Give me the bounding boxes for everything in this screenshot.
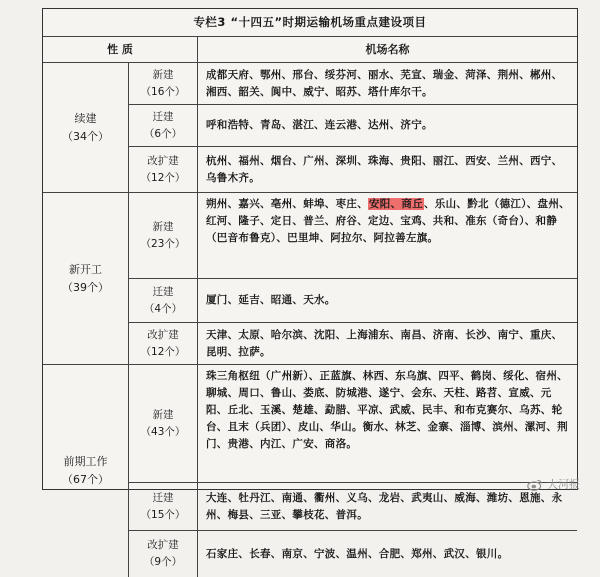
- subcategory-label: 迁建: [152, 110, 174, 123]
- header-nature: 性 质: [43, 37, 198, 63]
- category-label: 前期工作: [63, 455, 108, 468]
- header-airport-names: 机场名称: [198, 37, 577, 63]
- subcategory-new: [129, 365, 198, 483]
- subcategory-count: （23个）: [140, 237, 186, 250]
- category-label: 续建: [74, 111, 97, 125]
- subcategory-count: （12个）: [140, 345, 186, 358]
- source-watermark: [527, 476, 580, 492]
- airport-names-text: 呼和浩特、青岛、湛江、连云港、达州、济宁。: [206, 119, 433, 131]
- subcategory-count: （16个）: [140, 85, 186, 98]
- airport-names-cell: [198, 63, 577, 105]
- subcategory-relocation: [129, 279, 198, 323]
- subcategory-new: [129, 193, 198, 279]
- names-after: 、乐山、黔北（德江）、盘州、红河、隆子、定日、普兰、府谷、定边、宝鸡、共和、准东（奇台）、和静（巴音布鲁克）、巴里坤、阿拉尔、阿拉善左旗。: [206, 198, 570, 244]
- category-count: （34个）: [62, 129, 109, 143]
- subcategory-count: （43个）: [140, 425, 186, 438]
- table-title: 专栏3 “十四五”时期运输机场重点建设项目: [43, 9, 577, 37]
- airport-names-text: 珠三角枢纽（广州新）、正蓝旗、林西、东乌旗、四平、鹤岗、绥化、宿州、聊城、周口、鲁山、娄底、防城港、遂宁、会东、天柱、路苕、宣威、元阳、丘北、玉溪、楚雄、勐腊、平凉、武威、民丰、和布克赛尔、乌苏、轮台、且末（兵团）、皮山、华山。衡水、林芝、金寨、淄博、滨州、漯河、荆门、贵港、内江、广安、商洛。: [206, 370, 568, 450]
- airport-names-text: 成都天府、鄂州、邢台、绥芬河、丽水、芜宣、瑞金、菏泽、荆州、郴州、湘西、韶关、阆中、威宁、昭苏、塔什库尔干。: [206, 68, 563, 98]
- airport-names-cell: [198, 365, 577, 483]
- airport-names-text: [206, 196, 571, 247]
- airport-names-cell: [198, 531, 577, 577]
- watermark-text: 大河报: [547, 478, 580, 491]
- airport-projects-table: [42, 8, 578, 568]
- subcategory-count: （12个）: [140, 171, 186, 184]
- subcategory-count: （4个）: [143, 302, 183, 315]
- subcategory-relocation: [129, 105, 198, 147]
- subcategory-expansion: [129, 323, 198, 365]
- subcategory-label: 新建: [152, 68, 174, 81]
- subcategory-count: （9个）: [143, 556, 183, 568]
- airport-names-cell: [198, 105, 577, 147]
- category-continuing: [43, 63, 129, 193]
- subcategory-expansion: [129, 147, 198, 193]
- subcategory-label: 迁建: [152, 491, 174, 504]
- weibo-icon: [527, 478, 543, 491]
- subcategory-expansion: [129, 531, 198, 577]
- airport-names-cell: [198, 483, 577, 531]
- highlighted-names: 安阳、商丘: [369, 198, 423, 210]
- category-label: 新开工: [69, 262, 102, 276]
- airport-names-cell: [198, 147, 577, 193]
- names-before: 朔州、嘉兴、亳州、蚌埠、枣庄、: [206, 198, 368, 210]
- subcategory-new: [129, 63, 198, 105]
- airport-names-text: 厦门、延吉、昭通、天水。: [206, 294, 336, 306]
- category-count: （39个）: [62, 280, 109, 294]
- subcategory-count: （6个）: [143, 127, 183, 140]
- airport-names-cell: [198, 193, 577, 279]
- airport-names-text: 石家庄、长春、南京、宁波、温州、合肥、郑州、武汉、银川。: [206, 547, 509, 560]
- subcategory-count: （15个）: [140, 508, 186, 521]
- airport-names-text: 杭州、福州、烟台、广州、深圳、珠海、贵阳、丽江、西安、兰州、西宁、乌鲁木齐。: [206, 154, 563, 184]
- airport-names-text: 天津、太原、哈尔滨、沈阳、上海浦东、南昌、济南、长沙、南宁、重庆、昆明、拉萨。: [206, 328, 563, 358]
- airport-names-text: 大连、牡丹江、南通、衢州、义乌、龙岩、武夷山、威海、潍坊、恩施、永州、梅县、三亚、攀枝花、普洱。: [206, 491, 563, 521]
- subcategory-label: 新建: [152, 408, 174, 421]
- subcategory-label: 改扩建: [147, 539, 179, 551]
- subcategory-label: 改扩建: [147, 154, 179, 167]
- airport-names-cell: [198, 323, 577, 365]
- category-new-start: [43, 193, 129, 365]
- subcategory-relocation: [129, 483, 198, 531]
- category-preliminary-work: [43, 365, 129, 577]
- airport-names-cell: [198, 279, 577, 323]
- category-count: （67个）: [62, 473, 109, 486]
- subcategory-label: 迁建: [152, 285, 174, 298]
- subcategory-label: 新建: [152, 220, 174, 233]
- subcategory-label: 改扩建: [147, 328, 179, 341]
